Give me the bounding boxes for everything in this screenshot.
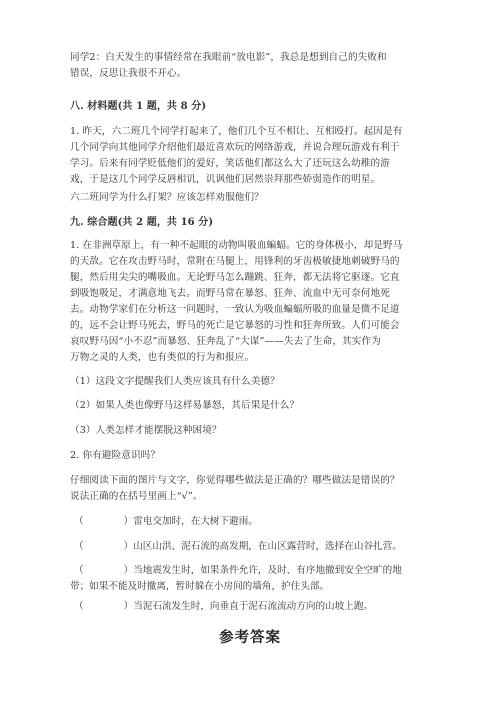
section-9-passage-line: 哀叹野马因“小不忍”而暴怒、狂奔乱了“大谋”——失去了生命，其实作为 bbox=[70, 336, 381, 347]
answer-paren-open: （ bbox=[74, 601, 84, 612]
option-item bbox=[74, 514, 434, 530]
section-8-passage-line: 1. 昨天，六二班几个同学打起来了，他们几个互不相让、互相殴打。起因是有 bbox=[70, 126, 403, 137]
answer-paren-close: ） bbox=[123, 601, 134, 612]
answer-paren-close: ） bbox=[123, 565, 134, 576]
section-8-heading: 八. 材料题(共 1 题，共 8 分) bbox=[70, 101, 207, 112]
answer-paren-close: ） bbox=[123, 541, 134, 552]
intro-line-2: 错误，反思让我很不开心。 bbox=[70, 68, 187, 79]
option-text: 当地震发生时，如果条件允许，及时、有序地撤到安全空旷的地 bbox=[133, 565, 402, 576]
question-2-instruction-line: 说法正确的在括号里画上“√”。 bbox=[70, 491, 203, 502]
option-text-continued: 带；如果不能及时撤离，暂时躲在小房间的墙角，护住头部。 bbox=[70, 581, 330, 592]
sub-question-2: （2）如果人类也像野马这样易暴怒，其后果是什么？ bbox=[70, 400, 300, 411]
option-item bbox=[74, 563, 434, 579]
section-8-passage-line: 几个同学向其他同学介绍他们最近喜欢玩的网络游戏，并说合理玩游戏有利于 bbox=[70, 142, 400, 153]
section-9-passage-line: 的，远不会让野马死去，野马的死亡是它暴怒的习性和狂奔所致。人们可能会 bbox=[70, 320, 400, 331]
answer-paren-close: ） bbox=[123, 516, 134, 527]
section-8-passage-line: 学习。后来有同学贬低他们的爱好，笑话他们都这么大了还玩这么幼稚的游 bbox=[70, 158, 390, 169]
answer-paren-open: （ bbox=[74, 565, 84, 576]
section-9-passage-line: 1. 在非洲草原上，有一种不起眼的动物叫吸血蝙蝠。它的身体极小，却是野马 bbox=[70, 240, 403, 251]
section-9-passage-line: 到吸饱吸足，才满意地飞去。而野马常在暴怒、狂奔、流血中无可奈何地死 bbox=[70, 288, 390, 299]
question-2-instruction-line: 仔细阅读下面的图片与文字，你觉得哪些做法是正确的？哪些做法是错误的？ bbox=[70, 475, 400, 486]
section-8-question: 六二班同学为什么打架？应该怎样劝服他们？ bbox=[70, 192, 264, 203]
answer-paren-open: （ bbox=[74, 541, 84, 552]
sub-question-3: （3）人类怎样才能摆脱这种困境？ bbox=[70, 425, 222, 436]
sub-question-1: （1）这段文字提醒我们人类应该具有什么美德？ bbox=[70, 376, 280, 387]
option-text: 山区山洪、泥石流的高发期，在山区露营时，选择在山谷扎营。 bbox=[133, 541, 402, 552]
option-text: 雷电交加时，在大树下避雨。 bbox=[133, 516, 258, 527]
option-item bbox=[74, 539, 434, 555]
section-9-passage-line: 万物之灵的人类，也有类似的行为和报应。 bbox=[70, 352, 255, 363]
question-2-title: 2. 你有避险意识吗？ bbox=[70, 450, 161, 461]
answers-title: 参考答案 bbox=[219, 629, 281, 646]
section-9-passage-line: 去。动物学家们在分析这一问题时，一致认为吸血蝙蝠所吸的血量是微不足道 bbox=[70, 304, 400, 315]
section-9-passage-line: 腿，然后用尖尖的嘴吸血。无论野马怎么蹦跳、狂奔，都无法将它驱逐。它直 bbox=[70, 272, 400, 283]
section-9-passage-line: 的天敌。它在攻击野马时，常附在马腿上，用锋利的牙齿极敏捷地刺破野马的 bbox=[70, 256, 400, 267]
section-8-passage-line: 戏，于是这几个同学反唇相讥，讥讽他们居然崇拜那些娇弱造作的明星。 bbox=[70, 174, 381, 185]
option-item bbox=[74, 599, 434, 615]
answer-paren-open: （ bbox=[74, 516, 84, 527]
intro-line-1: 同学2：白天发生的事情经常在我眼前“放电影”，我总是想到自己的失败和 bbox=[70, 52, 387, 63]
option-text: 当泥石流发生时，向垂直于泥石流流动方向的山坡上跑。 bbox=[133, 601, 374, 612]
section-9-heading: 九. 综合题(共 2 题，共 16 分) bbox=[70, 217, 214, 228]
